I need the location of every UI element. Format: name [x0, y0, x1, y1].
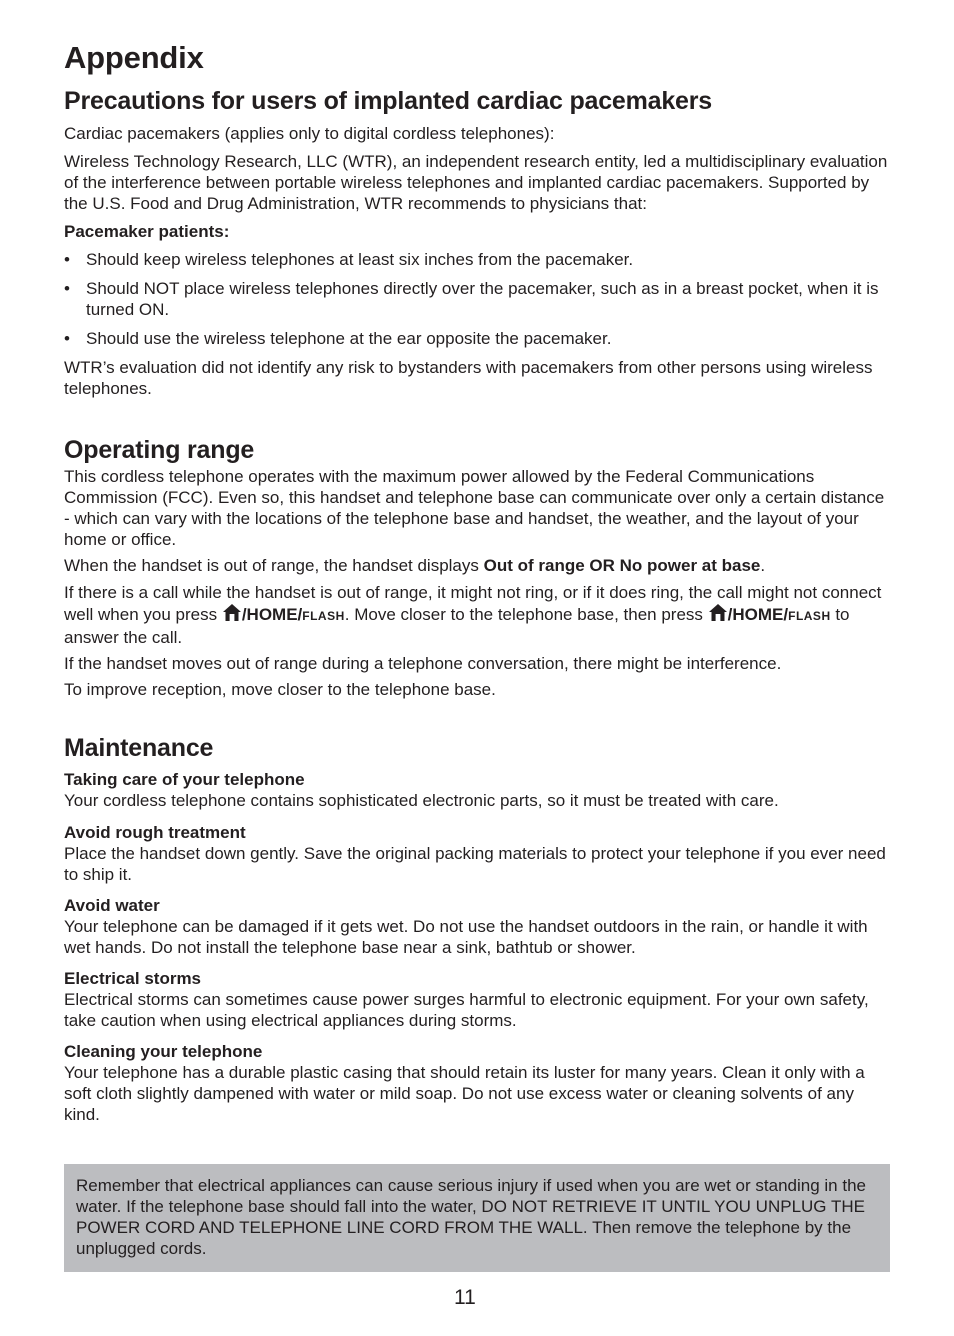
out-of-range-call-paragraph	[64, 582, 892, 648]
maintenance-section	[64, 732, 892, 1125]
maintenance-item-text: Your telephone has a durable plastic casing that should retain its luster for many years. Clean it only with a soft cloth slightly dampened with water or mild soap. Do not use excess water or cleaning solvents of any kind.	[64, 1063, 865, 1124]
text-run: When the handset is out of range, the handset displays	[64, 556, 484, 575]
bullet-mark: •	[64, 279, 70, 298]
home-icon	[222, 603, 242, 622]
text-run: . Move closer to the telephone base, then press	[344, 605, 708, 624]
bullet-mark: •	[64, 329, 70, 348]
home-key-label: /HOME/	[241, 605, 303, 624]
maintenance-item-title: Cleaning your telephone	[64, 1042, 263, 1061]
maintenance-item	[64, 822, 892, 885]
maintenance-item-title: Electrical storms	[64, 969, 202, 988]
list-item-text: Should use the wireless telephone at the ear opposite the pacemaker.	[86, 329, 612, 348]
pacemaker-bullet-list	[64, 249, 892, 349]
operating-range-p4: If the handset moves out of range during a telephone conversation, there might be interference.	[64, 654, 782, 673]
maintenance-item-title: Taking care of your telephone	[64, 770, 305, 789]
maintenance-item	[64, 968, 892, 1031]
operating-range-p1: This cordless telephone operates with the maximum power allowed by the Federal Communications Commission (FCC). Even so, this handset and telephone base can communicate over only a certain distance - which can vary with the locations of the telephone base and handset, the weather, and the layout of your home or office.	[64, 467, 885, 549]
page-number: 11	[454, 1286, 476, 1309]
maintenance-item	[64, 769, 892, 811]
display-message: Out of range OR No power at base	[483, 556, 761, 575]
operating-range-heading: Operating range	[64, 436, 255, 464]
list-item	[64, 328, 892, 349]
pacemaker-closing: WTR’s evaluation did not identify any risk to bystanders with pacemakers from other persons using wireless telephones.	[64, 358, 873, 398]
pacemaker-intro: Cardiac pacemakers (applies only to digital cordless telephones):	[64, 124, 555, 143]
home-key-label: /HOME/	[727, 605, 789, 624]
maintenance-item	[64, 895, 892, 958]
maintenance-item	[64, 1041, 892, 1125]
safety-note-box	[64, 1164, 890, 1272]
text-run: If there is a call while the handset is out of range, it might not ring, or if it does ring, the call might not connect well when you press	[64, 583, 882, 624]
flash-key-label: FLASH	[302, 609, 345, 623]
maintenance-item-title: Avoid water	[64, 896, 160, 915]
home-icon	[708, 603, 728, 622]
page-content	[64, 38, 892, 1125]
list-item-text: Should keep wireless telephones at least six inches from the pacemaker.	[86, 250, 634, 269]
out-of-range-display-paragraph	[64, 555, 892, 576]
safety-note-text: Remember that electrical appliances can cause serious injury if used when you are wet or standing in the water. If the telephone base should fall into the water, DO NOT RETRIEVE IT UNTIL YOU UNPLUG THE POWER CORD AND TELEPHONE LINE CORD FROM THE WALL. Then remove the telephone by the unplugged cords.	[76, 1176, 866, 1258]
bullet-mark: •	[64, 250, 70, 269]
flash-key-label: FLASH	[788, 609, 831, 623]
pacemaker-patients-label: Pacemaker patients:	[64, 222, 230, 241]
pacemaker-section	[64, 85, 892, 399]
page-title: Appendix	[64, 40, 204, 75]
maintenance-item-text: Your telephone can be damaged if it gets wet. Do not use the handset outdoors in the rain, or handle it with wet hands. Do not install the telephone base near a sink, bathtub or shower.	[64, 917, 868, 957]
text-run: .	[760, 556, 766, 575]
maintenance-item-text: Your cordless telephone contains sophisticated electronic parts, so it must be treated with care.	[64, 791, 779, 810]
pacemaker-body: Wireless Technology Research, LLC (WTR), an independent research entity, led a multidisciplinary evaluation of the interference between portable wireless telephones and implanted cardiac pacemakers. Supported by the U.S. Food and Drug Administration, WTR recommends to physicians that:	[64, 152, 888, 213]
operating-range-p5: To improve reception, move closer to the telephone base.	[64, 680, 496, 699]
pacemaker-heading: Precautions for users of implanted cardiac pacemakers	[64, 87, 712, 115]
maintenance-item-title: Avoid rough treatment	[64, 823, 246, 842]
maintenance-heading: Maintenance	[64, 734, 214, 762]
maintenance-item-text: Place the handset down gently. Save the original packing materials to protect your telephone if you ever need to ship it.	[64, 844, 886, 884]
maintenance-item-text: Electrical storms can sometimes cause power surges harmful to electronic equipment. For your own safety, take caution when using electrical appliances during storms.	[64, 990, 869, 1030]
list-item	[64, 249, 892, 270]
list-item	[64, 278, 892, 320]
text-run: to answer the call.	[64, 605, 850, 647]
operating-range-section	[64, 434, 892, 700]
list-item-text: Should NOT place wireless telephones directly over the pacemaker, such as in a breast pocket, when it is turned ON.	[86, 279, 879, 319]
